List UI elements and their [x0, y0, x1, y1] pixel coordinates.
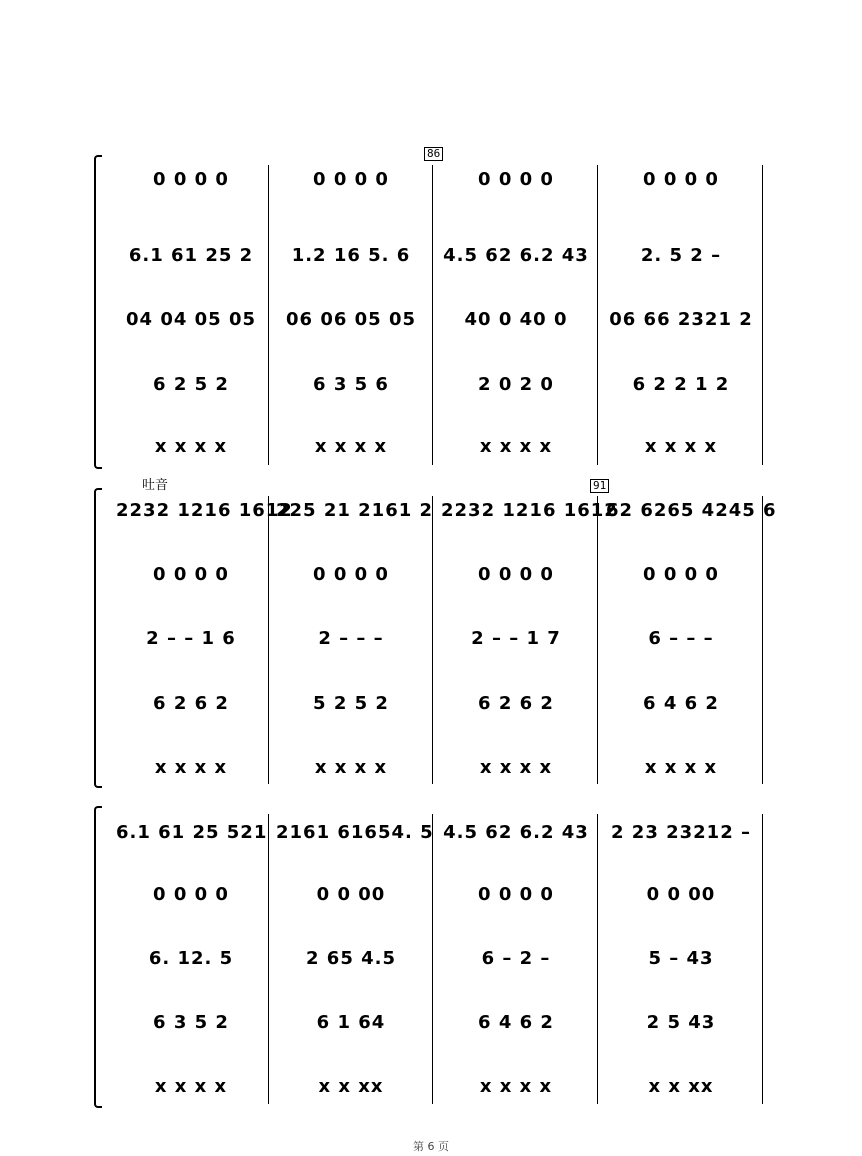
- measure: 6. 12. 5: [148, 947, 234, 969]
- measure: 6 1 64: [316, 1011, 386, 1033]
- measure: 2 – – 1 7: [471, 627, 561, 649]
- measure: 0 0 0 0: [643, 563, 719, 585]
- measure: 6 3 5 6: [313, 373, 389, 395]
- measure: 6 2 5 2: [153, 373, 229, 395]
- staff-row-3: [116, 305, 766, 333]
- measure: 40 0 40 0: [464, 308, 568, 330]
- articulation-annotation: 吐音: [142, 478, 169, 493]
- staff-row-1: [116, 165, 766, 193]
- measure: 0 0 00: [646, 883, 716, 905]
- measure: x x x x: [154, 435, 228, 457]
- page-footer: 第 6 页: [413, 1140, 449, 1153]
- measure: 5 – 43: [648, 947, 714, 969]
- staff-row-2: [116, 560, 766, 588]
- measure: 0 0 0 0: [153, 883, 229, 905]
- staff-row-5: [116, 1072, 766, 1100]
- measure: 0 0 0 0: [153, 168, 229, 190]
- system-brace: [94, 155, 102, 469]
- measure: 6 2 6 2: [478, 692, 554, 714]
- measure: 2 0 2 0: [478, 373, 554, 395]
- measure: 0 0 0 0: [478, 168, 554, 190]
- measure: 04 04 05 05: [126, 308, 256, 330]
- measure: x x x x: [154, 1075, 228, 1097]
- measure: 5 2 5 2: [313, 692, 389, 714]
- measure: x x x x: [479, 435, 553, 457]
- score-system-1: [94, 147, 770, 467]
- measure: 6 3 5 2: [153, 1011, 229, 1033]
- measure: 4.5 62 6.2 43: [443, 821, 589, 843]
- measure: 6 – – –: [648, 627, 714, 649]
- score-system-2: [94, 478, 777, 788]
- staff-row-1: [116, 818, 766, 846]
- measure: x x x x: [314, 435, 388, 457]
- measure: x x x x: [154, 756, 228, 778]
- measure: 6.1 61 25 521: [116, 821, 268, 843]
- measure: 6 4 6 2: [478, 1011, 554, 1033]
- measure: 1.2 16 5. 6: [291, 244, 411, 266]
- measure: 62 6265 4245 6: [606, 499, 777, 521]
- staff-row-5: [116, 753, 766, 781]
- measure: 2232 1216 1612: [441, 499, 618, 521]
- measure: 0 0 0 0: [478, 563, 554, 585]
- measure: x x xx: [318, 1075, 384, 1097]
- measure: 06 66 2321 2: [609, 308, 753, 330]
- measure: 0 0 0 0: [478, 883, 554, 905]
- staff-row-3: [116, 624, 766, 652]
- staff-row-2: [116, 880, 766, 908]
- measure: x x x x: [644, 756, 718, 778]
- measure: 6 4 6 2: [643, 692, 719, 714]
- measure: 4.5 62 6.2 43: [443, 244, 589, 266]
- measure: 2 – – –: [318, 627, 384, 649]
- staff-row-4: [116, 1008, 766, 1036]
- measure: 225 21 2161 2: [276, 499, 434, 521]
- rehearsal-mark: 86: [424, 147, 443, 161]
- measure: 6 – 2 –: [481, 947, 551, 969]
- staff-row-5: [116, 432, 766, 460]
- rehearsal-mark: 91: [590, 479, 609, 493]
- measure: 6 2 2 1 2: [632, 373, 730, 395]
- system-brace: [94, 488, 102, 788]
- measure: 0 0 00: [316, 883, 386, 905]
- measure: 2232 1216 1612: [116, 499, 293, 521]
- measure: 2 23 23212 –: [611, 821, 751, 843]
- measure: 2161 61654. 5: [276, 821, 434, 843]
- system-brace: [94, 806, 102, 1108]
- score-system-3: [94, 806, 770, 1108]
- measure: 06 06 05 05: [286, 308, 416, 330]
- measure: 6 2 6 2: [153, 692, 229, 714]
- measure: 2. 5 2 –: [640, 244, 722, 266]
- staff-row-4: [116, 689, 766, 717]
- measure: 2 – – 1 6: [146, 627, 236, 649]
- measure: 0 0 0 0: [313, 563, 389, 585]
- measure: x x x x: [479, 756, 553, 778]
- measure: 0 0 0 0: [153, 563, 229, 585]
- staff-row-2: [116, 241, 766, 269]
- measure: 2 65 4.5: [306, 947, 396, 969]
- measure: x x x x: [314, 756, 388, 778]
- measure: 0 0 0 0: [643, 168, 719, 190]
- measure: 6.1 61 25 2: [128, 244, 254, 266]
- measure: 2 5 43: [646, 1011, 716, 1033]
- measure: 0 0 0 0: [313, 168, 389, 190]
- measure: x x x x: [479, 1075, 553, 1097]
- staff-row-4: [116, 370, 766, 398]
- measure: x x x x: [644, 435, 718, 457]
- staff-row-3: [116, 944, 766, 972]
- measure: x x xx: [648, 1075, 714, 1097]
- staff-row-1: [116, 496, 777, 524]
